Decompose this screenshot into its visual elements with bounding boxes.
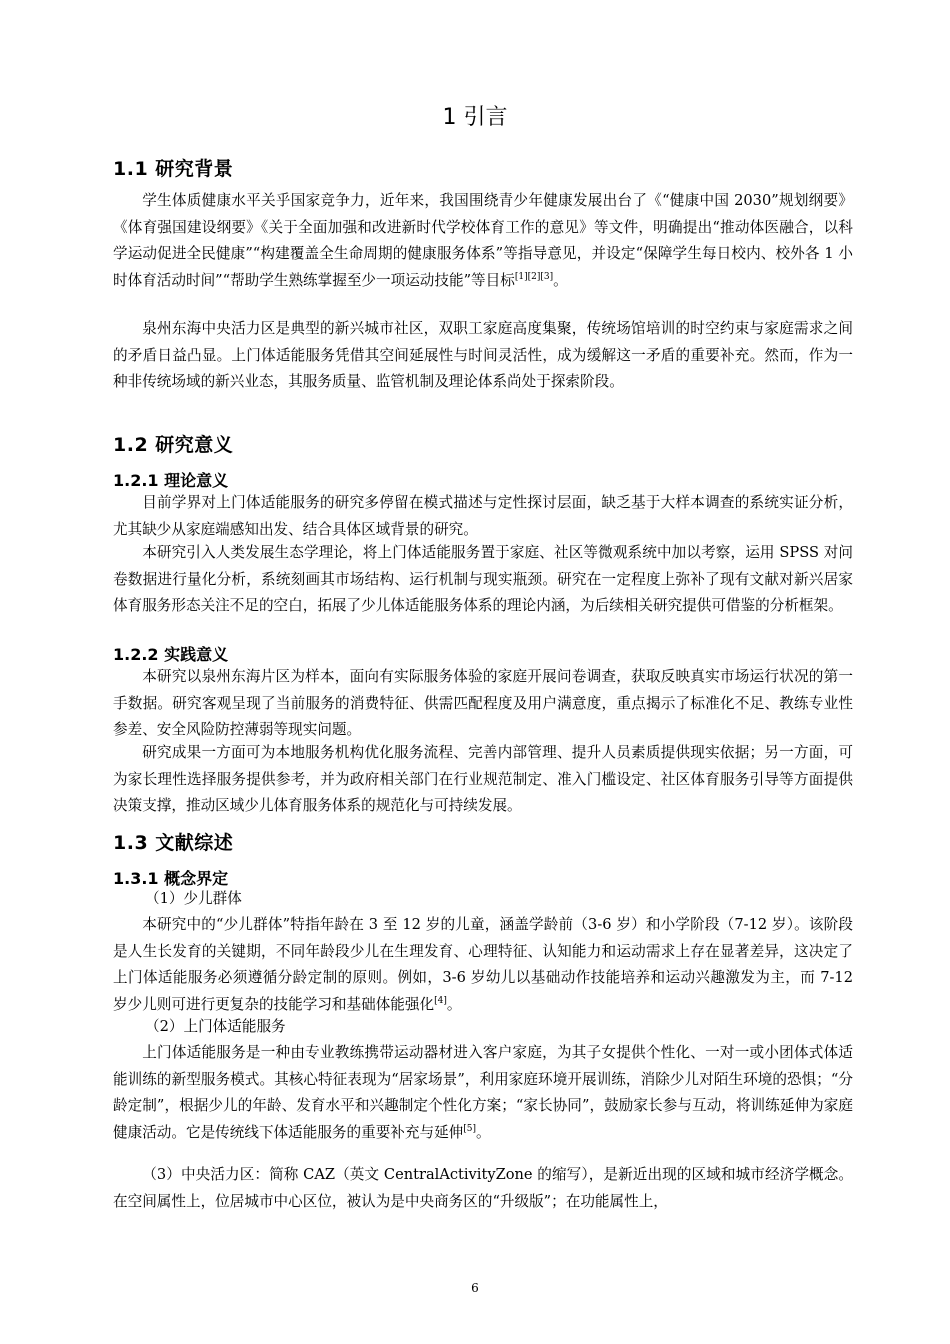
paragraph-text: 学生体质健康水平关乎国家竞争力，近年来，我国围绕青少年健康发展出台了《“健康中国 2030”规划纲要》《体育强国建设纲要》《关于全面加强和改进新时代学校体育工作的意见》等文件，明确提出“推动体医融合，以科学运动促进全民健康”“构建覆盖全生命周期的健康服务体系”等指导意见，并设定“保障学生每日校内、校外各 1 小时体育活动时间”“帮助学生熟练掌握至少一项运动技能”等目标: [113, 192, 853, 289]
paragraph-practice-1: 本研究以泉州东海片区为样本，面向有实际服务体验的家庭开展问卷调查，获取反映真实市场运行状况的第一手数据。研究客观呈现了当前服务的消费特征、供需匹配程度及用户满意度，重点揭示了标准化不足、教练专业性参差、安全风险防控薄弱等现实问题。: [113, 668, 853, 739]
citation: [4]: [434, 995, 447, 1006]
citation: [5]: [463, 1123, 477, 1134]
chapter-title: 1 引言: [442, 105, 508, 130]
subsection-heading-1-2-2: 1.2.2 实践意义: [113, 645, 229, 664]
section-heading-1-1: 1.1 研究背景: [113, 158, 234, 180]
paragraph-practice-2: 研究成果一方面可为本地服务机构优化服务流程、完善内部管理、提升人员素质提供现实依据；另一方面，可为家长理性选择服务提供参考，并为政府相关部门在行业规范制定、准入门槛设定、社区体育服务引导等方面提供决策支撑，推动区域少儿体育服务体系的规范化与可持续发展。: [113, 744, 853, 815]
section-heading-1-3: 1.3 文献综述: [113, 832, 234, 854]
paragraph-children-definition: [113, 912, 853, 1018]
section-heading-1-2: 1.2 研究意义: [113, 434, 234, 456]
paragraph-end: 。: [476, 1123, 491, 1141]
page-number: 6: [471, 1281, 479, 1295]
paragraph-text: 本研究中的“少儿群体”特指年龄在 3 至 12 岁的儿童，涵盖学龄前（3-6 岁）和小学阶段（7-12 岁）。该阶段是人生长发育的关键期，不同年龄段少儿在生理发育、心理特征、认知能力和运动需求上存在显著差异，这决定了上门体适能服务必须遵循分龄定制的原则。例如，3-6 岁幼儿以基础动作技能培养和运动兴趣激发为主，而 7-12 岁少儿则可进行更复杂的技能学习和基础体能强化: [113, 916, 853, 1013]
paragraph-text: 上门体适能服务是一种由专业教练携带运动器材进入客户家庭，为其子女提供个性化、一对一或小团体式体适能训练的新型服务模式。其核心特征表现为“居家场景”，利用家庭环境开展训练，消除少儿对陌生环境的恐惧；“分龄定制”，根据少儿的年龄、发育水平和兴趣制定个性化方案；“家长协同”，鼓励家长参与互动，将训练延伸为家庭健康活动。它是传统线下体适能服务的重要补充与延伸: [113, 1044, 853, 1141]
paragraph-theory-2: 本研究引入人类发展生态学理论，将上门体适能服务置于家庭、社区等微观系统中加以考察，运用 SPSS 对问卷数据进行量化分析，系统刻画其市场结构、运行机制与现实瓶颈。研究在一定程度上弥补了现有文献对新兴居家体育服务形态关注不足的空白，拓展了少儿体适能服务体系的理论内涵，为后续相关研究提供可借鉴的分析框架。: [113, 544, 853, 615]
subsection-heading-1-3-1: 1.3.1 概念界定: [113, 869, 229, 888]
paragraph-service-definition: [113, 1040, 853, 1146]
list-item-heading-2: （2）上门体适能服务: [145, 1018, 286, 1035]
list-item-heading-1: （1）少儿群体: [145, 890, 242, 907]
paragraph-background-2: 泉州东海中央活力区是典型的新兴城市社区，双职工家庭高度集聚，传统场馆培训的时空约束与家庭需求之间的矛盾日益凸显。上门体适能服务凭借其空间延展性与时间灵活性，成为缓解这一矛盾的重要补充。然而，作为一种非传统场域的新兴业态，其服务质量、监管机制及理论体系尚处于探索阶段。: [113, 320, 853, 391]
citation: [1][2][3]: [514, 271, 554, 282]
paragraph-theory-1: 目前学界对上门体适能服务的研究多停留在模式描述与定性探讨层面，缺乏基于大样本调查的系统实证分析，尤其缺少从家庭端感知出发、结合具体区域背景的研究。: [113, 494, 853, 538]
subsection-heading-1-2-1: 1.2.1 理论意义: [113, 471, 229, 490]
paragraph-end: 。: [553, 271, 568, 289]
paragraph-end: 。: [446, 995, 462, 1013]
paragraph-caz-definition: （3）中央活力区：简称 CAZ（英文 CentralActivityZone 的缩写），是新近出现的区域和城市经济学概念。在空间属性上，位居城市中心区位，被认为是中央商务区的“升级版”；在功能属性上，: [113, 1166, 853, 1210]
paragraph-background-1: [113, 188, 853, 294]
